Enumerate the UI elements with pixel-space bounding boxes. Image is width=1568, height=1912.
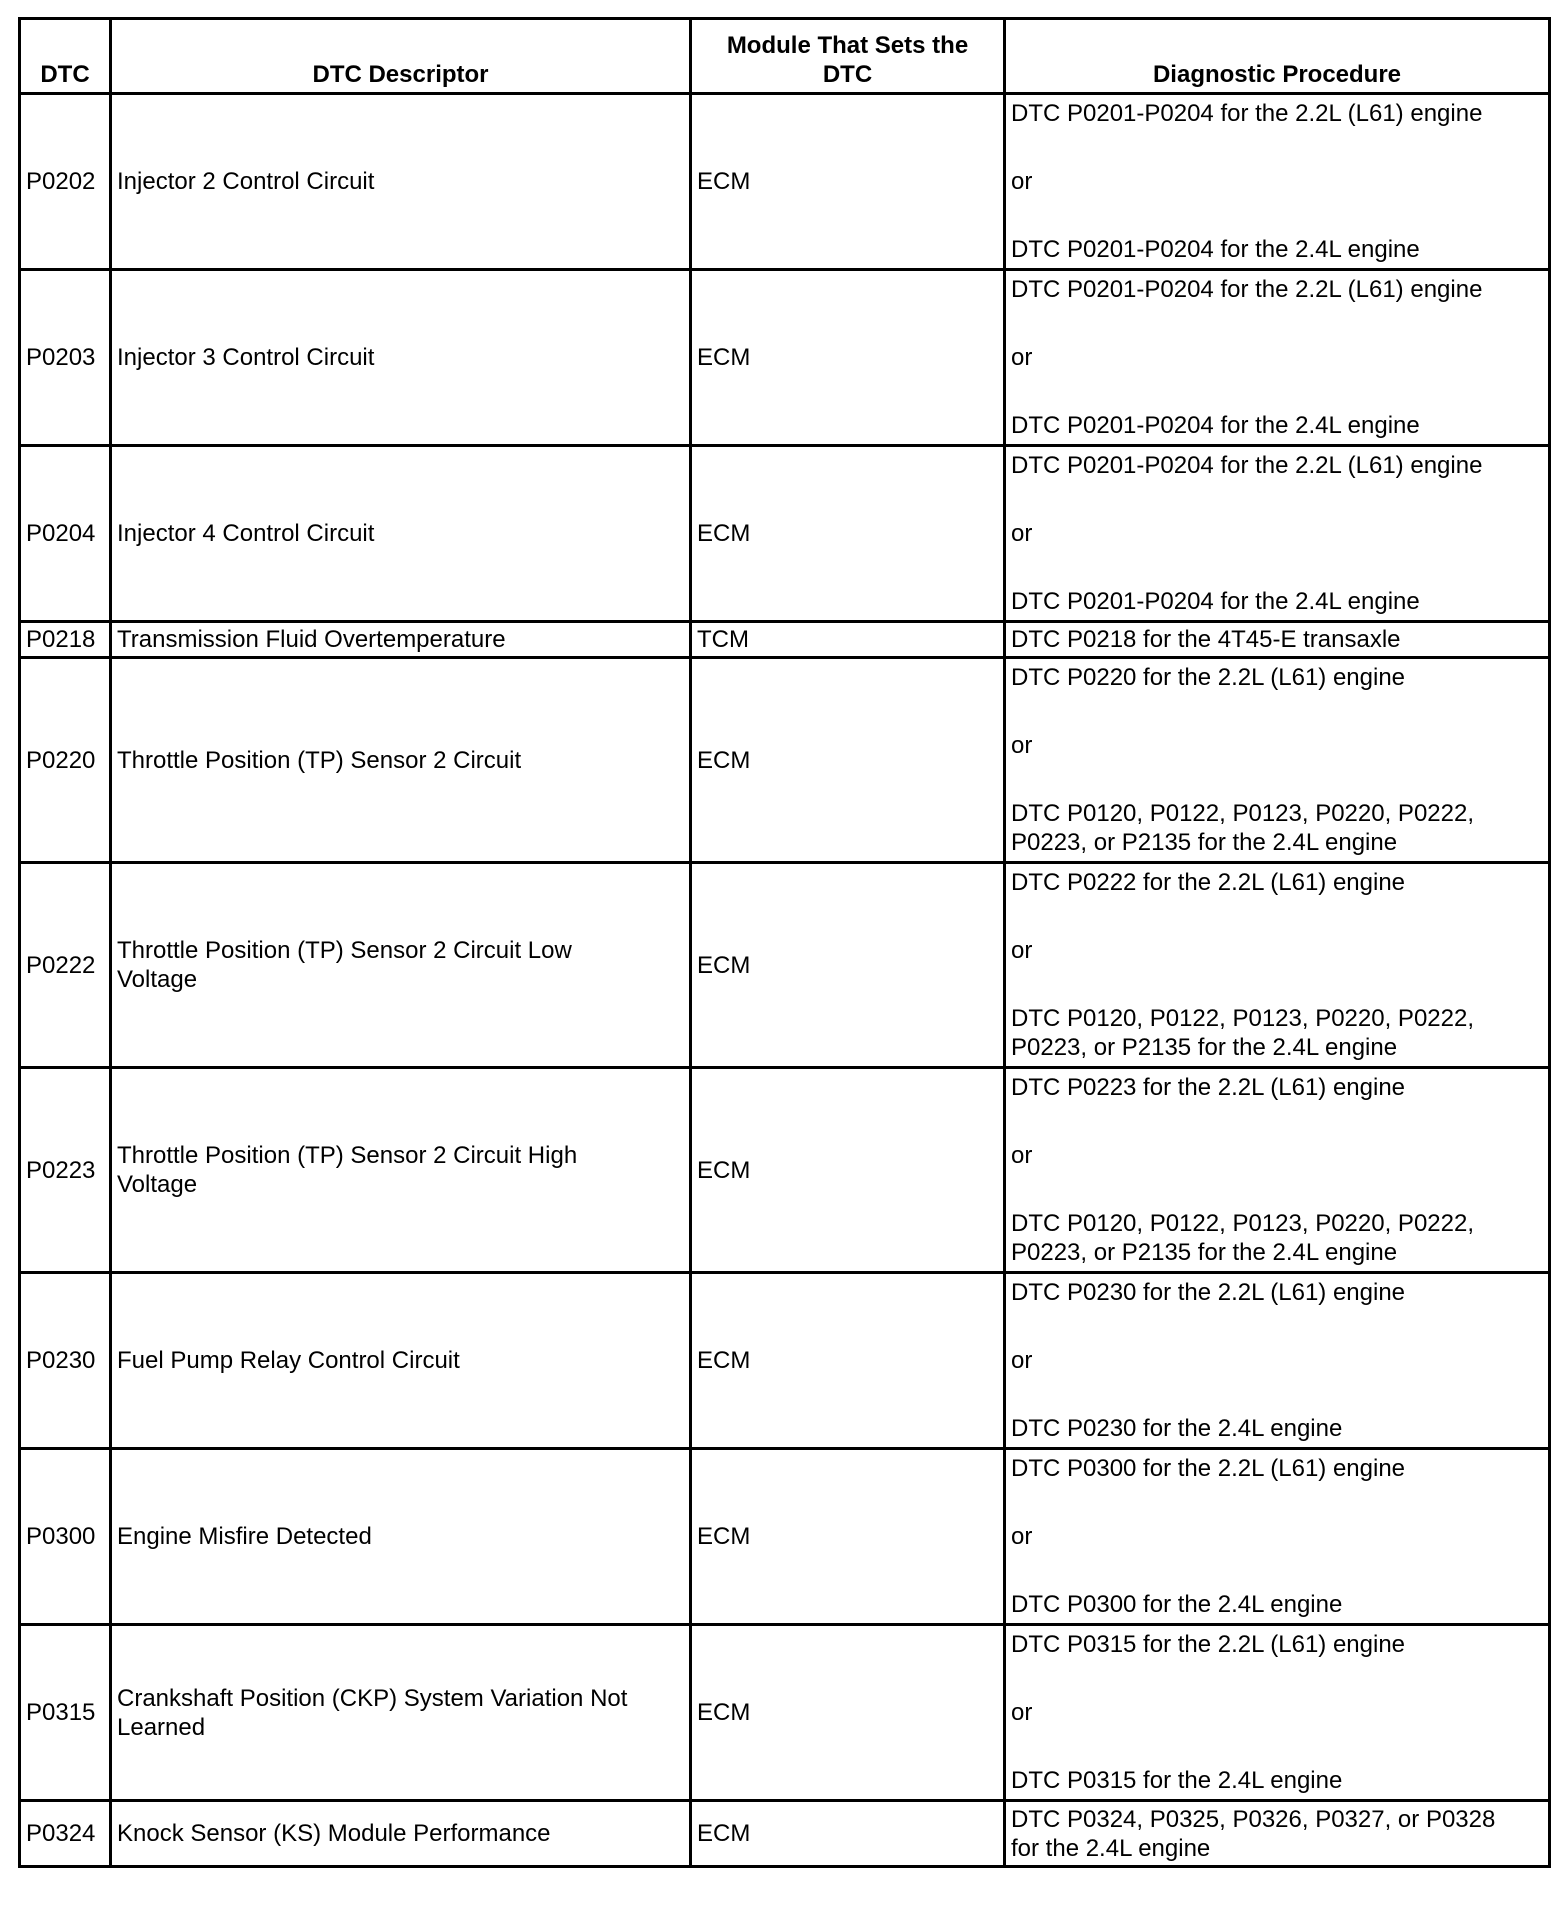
diagnostic-procedure <box>1005 1273 1550 1449</box>
procedure-line: DTC P0120, P0122, P0123, P0220, P0222, <box>1011 800 1474 827</box>
table-row <box>20 94 1550 270</box>
procedure-line: DTC P0324, P0325, P0326, P0327, or P0328 <box>1011 1805 1496 1833</box>
dtc-code: P0218 <box>20 622 111 658</box>
procedure-line: or <box>1011 520 1033 547</box>
diagnostic-procedure <box>1005 1801 1550 1867</box>
dtc-module: ECM <box>691 1068 1005 1273</box>
dtc-code: P0222 <box>20 863 111 1068</box>
procedure-line: DTC P0230 for the 2.4L engine <box>1011 1415 1343 1442</box>
procedure-line: or <box>1011 1142 1033 1169</box>
procedure-line: DTC P0120, P0122, P0123, P0220, P0222, <box>1011 1210 1474 1237</box>
dtc-module: TCM <box>691 622 1005 658</box>
table-row <box>20 1449 1550 1625</box>
procedure-line: DTC P0300 for the 2.2L (L61) engine <box>1011 1455 1406 1482</box>
procedure-line: DTC P0315 for the 2.2L (L61) engine <box>1011 1631 1406 1658</box>
procedure-line: or <box>1011 1347 1033 1374</box>
descriptor-line: Learned <box>117 1713 206 1741</box>
procedure-line: DTC P0220 for the 2.2L (L61) engine <box>1011 664 1406 691</box>
procedure-line: or <box>1011 1523 1033 1550</box>
procedure-line: for the 2.4L engine <box>1011 1834 1211 1862</box>
descriptor-line: Throttle Position (TP) Sensor 2 Circuit Low <box>117 937 572 964</box>
procedure-line: DTC P0120, P0122, P0123, P0220, P0222, <box>1011 1005 1474 1032</box>
procedure-line: DTC P0300 for the 2.4L engine <box>1011 1591 1343 1618</box>
procedure-line: DTC P0201-P0204 for the 2.4L engine <box>1011 236 1420 263</box>
dtc-code: P0202 <box>20 94 111 270</box>
procedure-line: DTC P0201-P0204 for the 2.4L engine <box>1011 588 1420 615</box>
dtc-module: ECM <box>691 863 1005 1068</box>
table-row <box>20 1801 1550 1867</box>
dtc-descriptor: Throttle Position (TP) Sensor 2 Circuit <box>111 658 691 863</box>
diagnostic-procedure <box>1005 622 1550 658</box>
dtc-module: ECM <box>691 1625 1005 1801</box>
diagnostic-procedure <box>1005 863 1550 1068</box>
diagnostic-procedure <box>1005 1068 1550 1273</box>
dtc-code: P0230 <box>20 1273 111 1449</box>
procedure-line: DTC P0218 for the 4T45-E transaxle <box>1011 626 1401 653</box>
procedure-line: or <box>1011 168 1033 195</box>
header-module-line2: DTC <box>822 61 873 88</box>
dtc-descriptor: Knock Sensor (KS) Module Performance <box>111 1801 691 1867</box>
diagnostic-procedure <box>1005 1625 1550 1801</box>
procedure-line: P0223, or P2135 for the 2.4L engine <box>1011 1034 1398 1061</box>
procedure-line: DTC P0201-P0204 for the 2.2L (L61) engine <box>1011 452 1483 479</box>
dtc-code: P0324 <box>20 1801 111 1867</box>
procedure-line: DTC P0222 for the 2.2L (L61) engine <box>1011 869 1406 896</box>
procedure-line: DTC P0315 for the 2.4L engine <box>1011 1767 1343 1794</box>
dtc-code: P0315 <box>20 1625 111 1801</box>
descriptor-line: Crankshaft Position (CKP) System Variation Not <box>117 1684 628 1712</box>
descriptor-line: Voltage <box>117 966 198 993</box>
dtc-table <box>18 17 1551 1868</box>
dtc-code: P0223 <box>20 1068 111 1273</box>
dtc-descriptor: Engine Misfire Detected <box>111 1449 691 1625</box>
header-dtc: DTC <box>20 19 111 94</box>
dtc-descriptor: Injector 2 Control Circuit <box>111 94 691 270</box>
table-row <box>20 1625 1550 1801</box>
dtc-module: ECM <box>691 1449 1005 1625</box>
diagnostic-procedure <box>1005 1449 1550 1625</box>
dtc-descriptor: Injector 4 Control Circuit <box>111 446 691 622</box>
header-row <box>20 19 1550 94</box>
dtc-code: P0203 <box>20 270 111 446</box>
table-row <box>20 622 1550 658</box>
header-procedure: Diagnostic Procedure <box>1005 19 1550 94</box>
descriptor-line: Throttle Position (TP) Sensor 2 Circuit High <box>117 1142 578 1169</box>
dtc-descriptor <box>111 863 691 1068</box>
dtc-module: ECM <box>691 1273 1005 1449</box>
procedure-line: DTC P0223 for the 2.2L (L61) engine <box>1011 1074 1406 1101</box>
table-row <box>20 1068 1550 1273</box>
procedure-line: DTC P0201-P0204 for the 2.4L engine <box>1011 412 1420 439</box>
dtc-code: P0220 <box>20 658 111 863</box>
dtc-descriptor <box>111 1625 691 1801</box>
dtc-module: ECM <box>691 1801 1005 1867</box>
diagnostic-procedure <box>1005 446 1550 622</box>
table-row <box>20 863 1550 1068</box>
procedure-line: P0223, or P2135 for the 2.4L engine <box>1011 1239 1398 1266</box>
dtc-descriptor: Injector 3 Control Circuit <box>111 270 691 446</box>
diagnostic-procedure <box>1005 94 1550 270</box>
dtc-descriptor: Transmission Fluid Overtemperature <box>111 622 691 658</box>
procedure-line: DTC P0230 for the 2.2L (L61) engine <box>1011 1279 1406 1306</box>
procedure-line: P0223, or P2135 for the 2.4L engine <box>1011 829 1398 856</box>
dtc-code: P0300 <box>20 1449 111 1625</box>
table-row <box>20 446 1550 622</box>
procedure-line: or <box>1011 732 1033 759</box>
table-row <box>20 1273 1550 1449</box>
procedure-line: or <box>1011 937 1033 964</box>
dtc-module: ECM <box>691 94 1005 270</box>
table-row <box>20 270 1550 446</box>
dtc-descriptor: Fuel Pump Relay Control Circuit <box>111 1273 691 1449</box>
header-module <box>691 19 1005 94</box>
procedure-line: or <box>1011 1699 1033 1726</box>
header-module-line1: Module That Sets the <box>726 32 969 59</box>
dtc-module: ECM <box>691 270 1005 446</box>
procedure-line: DTC P0201-P0204 for the 2.2L (L61) engine <box>1011 276 1483 303</box>
procedure-line: or <box>1011 344 1033 371</box>
table-row <box>20 658 1550 863</box>
diagnostic-procedure <box>1005 658 1550 863</box>
dtc-descriptor <box>111 1068 691 1273</box>
dtc-code: P0204 <box>20 446 111 622</box>
procedure-line: DTC P0201-P0204 for the 2.2L (L61) engine <box>1011 100 1483 127</box>
dtc-module: ECM <box>691 658 1005 863</box>
header-descriptor: DTC Descriptor <box>111 19 691 94</box>
diagnostic-procedure <box>1005 270 1550 446</box>
dtc-module: ECM <box>691 446 1005 622</box>
descriptor-line: Voltage <box>117 1171 198 1198</box>
